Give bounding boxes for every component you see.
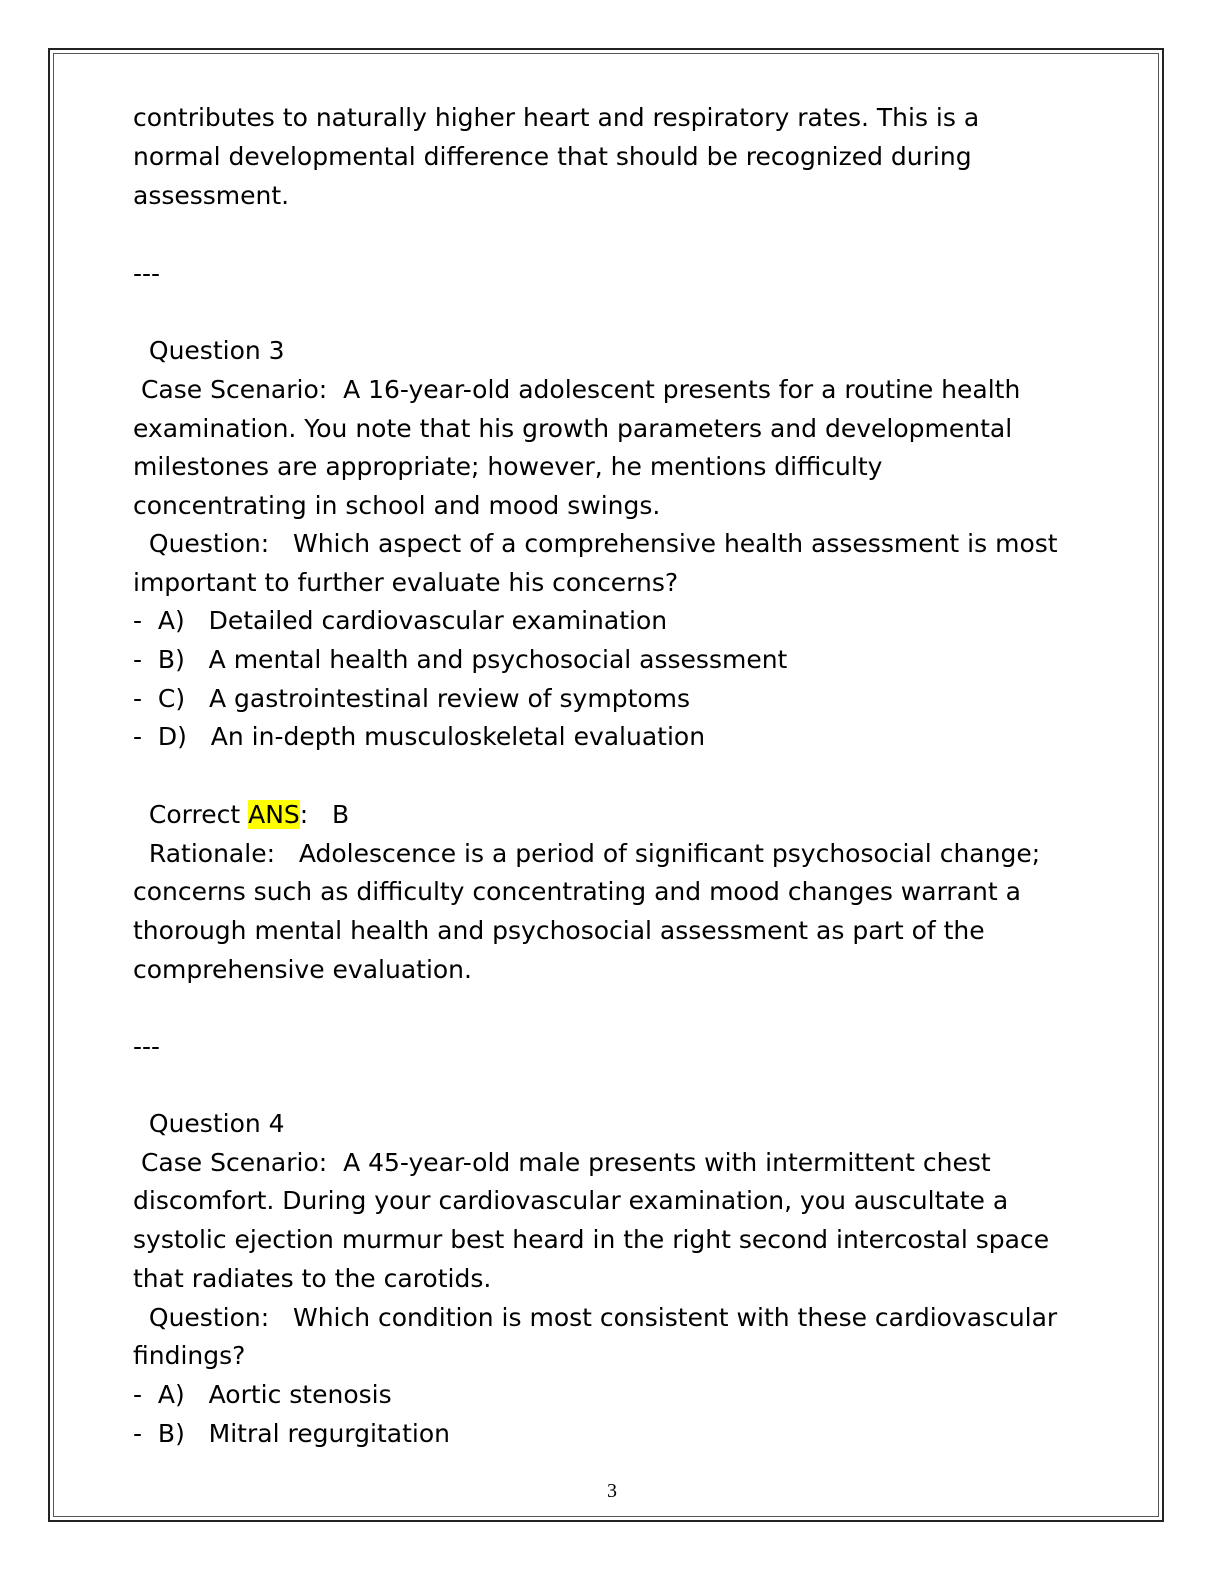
question-4-option-b: - B) Mitral regurgitation <box>133 1419 450 1448</box>
question-3-heading: Question 3 <box>133 336 285 365</box>
answer-highlight: ANS <box>248 800 300 829</box>
section-separator: --- <box>133 259 161 288</box>
question-4-scenario-line: discomfort. During your cardiovascular examination, you auscultate a <box>133 1186 1009 1215</box>
continuation-line: contributes to naturally higher heart and respiratory rates. This is a <box>133 103 980 132</box>
question-3-option-d: - D) An in-depth musculoskeletal evaluation <box>133 722 706 751</box>
question-3-scenario-line: Case Scenario: A 16-year-old adolescent presents for a routine health <box>133 375 1021 404</box>
question-3-option-a: - A) Detailed cardiovascular examination <box>133 606 668 635</box>
continuation-line: normal developmental difference that should be recognized during <box>133 142 972 171</box>
question-3-correct-answer <box>133 795 349 834</box>
question-3-rationale-line: comprehensive evaluation. <box>133 955 472 984</box>
question-3-scenario-line: examination. You note that his growth parameters and developmental <box>133 414 1013 443</box>
question-4-scenario-line: Case Scenario: A 45-year-old male presents with intermittent chest <box>133 1148 991 1177</box>
question-4-question-line: findings? <box>133 1341 246 1370</box>
continuation-line: assessment. <box>133 181 290 210</box>
question-4-scenario-line: systolic ejection murmur best heard in the right second intercostal space <box>133 1225 1050 1254</box>
question-3-rationale-line: Rationale: Adolescence is a period of significant psychosocial change; <box>133 839 1041 868</box>
question-3-rationale-line: thorough mental health and psychosocial assessment as part of the <box>133 916 985 945</box>
question-4-heading: Question 4 <box>133 1109 285 1138</box>
answer-suffix: : B <box>299 800 350 829</box>
question-3-scenario-line: milestones are appropriate; however, he mentions difficulty <box>133 452 883 481</box>
question-3-option-c: - C) A gastrointestinal review of symptoms <box>133 684 691 713</box>
page-number: 3 <box>607 1480 617 1502</box>
section-separator: --- <box>133 1032 161 1061</box>
answer-prefix: Correct <box>133 800 249 829</box>
question-3-scenario-line: concentrating in school and mood swings. <box>133 491 661 520</box>
question-3-rationale-line: concerns such as difficulty concentrating and mood changes warrant a <box>133 877 1021 906</box>
question-3-option-b: - B) A mental health and psychosocial assessment <box>133 645 788 674</box>
question-3-question-line: Question: Which aspect of a comprehensive health assessment is most <box>133 529 1058 558</box>
question-3-question-line: important to further evaluate his concerns? <box>133 568 679 597</box>
question-4-question-line: Question: Which condition is most consistent with these cardiovascular <box>133 1303 1058 1332</box>
question-4-option-a: - A) Aortic stenosis <box>133 1380 392 1409</box>
question-4-scenario-line: that radiates to the carotids. <box>133 1264 492 1293</box>
